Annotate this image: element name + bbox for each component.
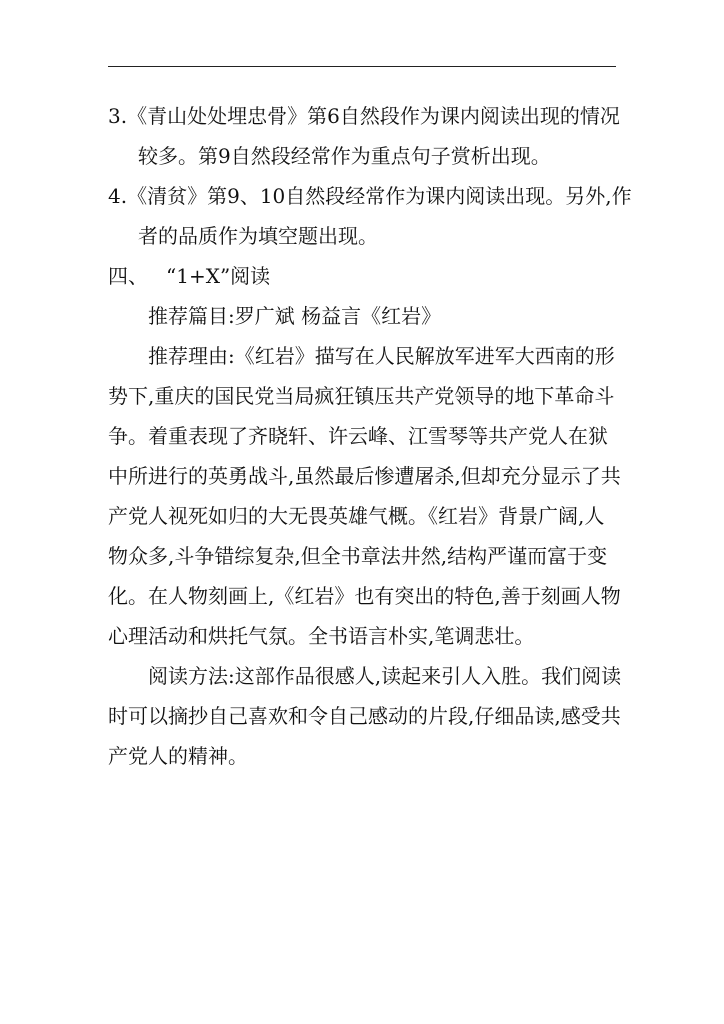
method-line-1: 阅读方法:这部作品很感人,读起来引人入胜。我们阅读 xyxy=(148,664,622,688)
item-4-text-1: 《清贫》第9、10自然段经常作为课内阅读出现。另外,作 xyxy=(127,184,632,208)
reason-line-1: 推荐理由:《红岩》描写在人民解放军进军大西南的形 xyxy=(148,344,615,368)
section-heading xyxy=(108,256,616,296)
header-rule xyxy=(108,66,616,67)
reason-line-5: 产党人视死如归的大无畏英雄气概。《红岩》背景广阔,人 xyxy=(108,504,605,528)
item-3-text-1: 《青山处处埋忠骨》第6自然段作为课内阅读出现的情况 xyxy=(127,104,620,128)
method-line-3: 产党人的精神。 xyxy=(108,744,248,768)
item-3-number: 3. xyxy=(108,104,128,128)
reason-line-3: 争。着重表现了齐晓轩、许云峰、江雪琴等共产党人在狱 xyxy=(108,424,608,448)
reason-line-2: 势下,重庆的国民党当局疯狂镇压共产党领导的地下革命斗 xyxy=(108,384,615,408)
item-3-line-2: 较多。第9自然段经常作为重点句子赏析出现。 xyxy=(138,144,551,168)
reason-line-7: 化。在人物刻画上,《红岩》也有突出的特色,善于刻画人物 xyxy=(108,584,621,608)
recommend-title: 推荐篇目:罗广斌 杨益言《红岩》 xyxy=(148,304,442,328)
item-4-line-2: 者的品质作为填空题出现。 xyxy=(138,224,378,248)
document-body xyxy=(108,96,632,776)
item-4-line-1 xyxy=(108,176,632,216)
section-number: 四、 xyxy=(108,264,148,288)
item-3-line-1 xyxy=(108,96,620,136)
item-4-number: 4. xyxy=(108,184,128,208)
reason-line-6: 物众多,斗争错综复杂,但全书章法井然,结构严谨而富于变 xyxy=(108,544,608,568)
reason-line-8: 心理活动和烘托气氛。全书语言朴实,笔调悲壮。 xyxy=(108,624,535,648)
section-title: “1+X”阅读 xyxy=(166,264,271,288)
method-line-2: 时可以摘抄自己喜欢和令自己感动的片段,仔细品读,感受共 xyxy=(108,704,621,728)
reason-line-4: 中所进行的英勇战斗,虽然最后惨遭屠杀,但却充分显示了共 xyxy=(108,464,621,488)
